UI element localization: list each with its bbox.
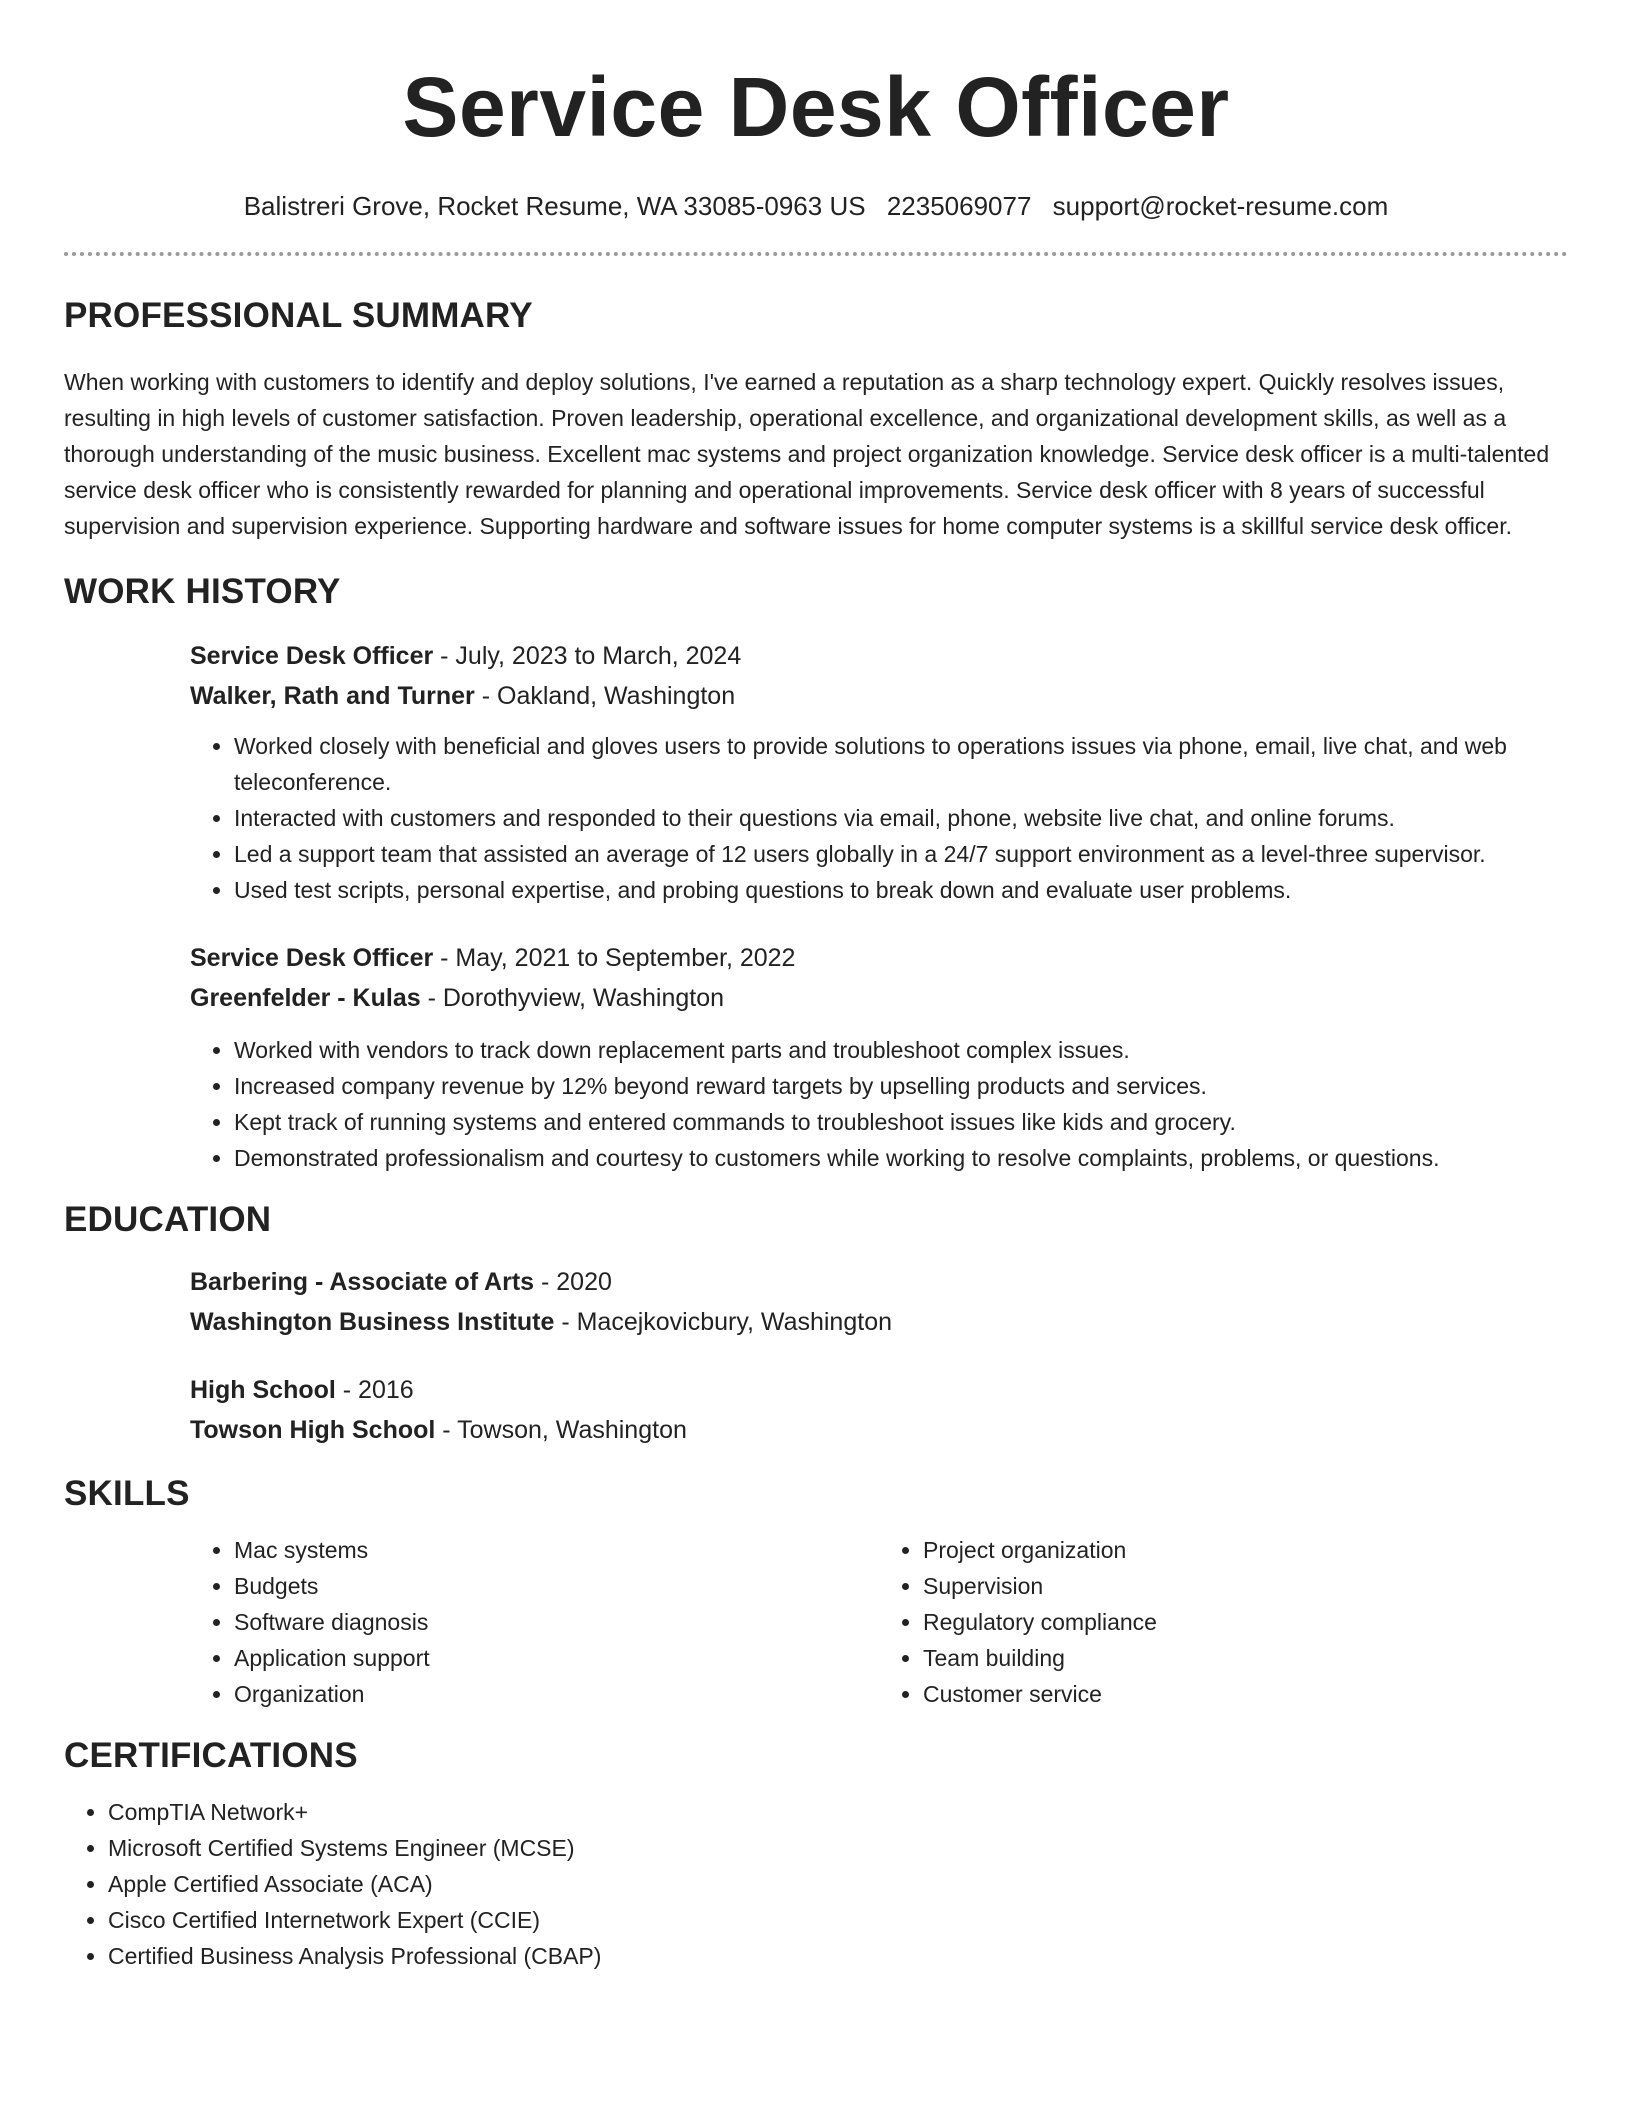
- list-item: • Led a support team that assisted an average of 12 users globally in a 24/7 support environment as a level-three supervisor.: [234, 836, 1568, 872]
- resume-page: [64, 0, 1568, 1974]
- job-location: - Oakland, Washington: [474, 682, 736, 710]
- contact-phone: 2235069077: [886, 191, 1032, 221]
- certification-item: • Cisco Certified Internetwork Expert (CCIE): [108, 1902, 1568, 1938]
- skill-item: • Mac systems: [234, 1532, 879, 1568]
- summary-section: [64, 294, 1568, 544]
- list-item: • Interacted with customers and responded to their questions via email, phone, website live chat, and online forums.: [234, 800, 1568, 836]
- education-school: Towson High School: [190, 1416, 436, 1444]
- skill-item: • Budgets: [234, 1568, 879, 1604]
- education-entry: [190, 1370, 1568, 1450]
- skill-item: • Supervision: [923, 1568, 1568, 1604]
- education-school-line: [190, 1302, 1568, 1342]
- skill-item: • Software diagnosis: [234, 1604, 879, 1640]
- education-school-line: [190, 1410, 1568, 1450]
- skill-item: • Project organization: [923, 1532, 1568, 1568]
- contact-address: Balistreri Grove, Rocket Resume, WA 33085-0963 US: [243, 191, 866, 221]
- list-item: • Demonstrated professionalism and courtesy to customers while working to resolve complaints, problems, or questions.: [234, 1140, 1568, 1176]
- job-location: - Dorothyview, Washington: [420, 984, 725, 1012]
- certifications-section: [64, 1734, 1568, 1974]
- section-title-summary: PROFESSIONAL SUMMARY: [64, 296, 533, 335]
- resume-name: Service Desk Officer: [402, 60, 1230, 154]
- certification-item: • Certified Business Analysis Professional (CBAP): [108, 1938, 1568, 1974]
- education-year: - 2016: [335, 1376, 414, 1404]
- section-title-work: WORK HISTORY: [64, 572, 341, 611]
- list-item: • Used test scripts, personal expertise, and probing questions to break down and evaluate user problems.: [234, 872, 1568, 908]
- list-item: • Increased company revenue by 12% beyond reward targets by upselling products and services.: [234, 1068, 1568, 1104]
- education-degree-line: [190, 1262, 1568, 1302]
- job-role: Service Desk Officer: [190, 944, 434, 972]
- skill-item: • Organization: [234, 1676, 879, 1712]
- skills-section: [64, 1472, 1568, 1712]
- job-company: Greenfelder - Kulas: [190, 984, 421, 1012]
- skills-list-left: [190, 1532, 879, 1712]
- summary-text: When working with customers to identify and deploy solutions, I've earned a reputation as a sharp technology expert. Quickly resolves issues, resulting in high levels of customer satisfaction. Proven leadership, operational excellence, and organizational development skills, as well as a thorough understanding of the music business. Excellent mac systems and project organization knowledge. Service desk officer is a multi-talented service desk officer who is consistently rewarded for planning and operational improvements. Service desk officer with 8 years of successful supervision and supervision experience. Supporting hardware and software issues for home computer systems is a skillful service desk officer.: [64, 369, 1550, 539]
- contact-line: [64, 190, 1568, 222]
- work-section: [64, 570, 1568, 1176]
- education-degree: Barbering - Associate of Arts: [190, 1268, 535, 1296]
- education-location: - Macejkovicbury, Washington: [554, 1308, 892, 1336]
- job-company-line: [190, 978, 1568, 1018]
- job-entry: [190, 636, 1568, 908]
- job-title-line: [190, 938, 1568, 978]
- list-item: • Worked closely with beneficial and gloves users to provide solutions to operations issues via phone, email, live chat, and web teleconference.: [234, 728, 1568, 800]
- education-section: [64, 1198, 1568, 1450]
- job-role: Service Desk Officer: [190, 642, 434, 670]
- skills-list-right: [879, 1532, 1568, 1712]
- education-school: Washington Business Institute: [190, 1308, 555, 1336]
- education-degree: High School: [190, 1376, 336, 1404]
- skill-item: • Customer service: [923, 1676, 1568, 1712]
- certification-item: • CompTIA Network+: [108, 1794, 1568, 1830]
- skills-grid: [190, 1532, 1568, 1712]
- section-title-skills: SKILLS: [64, 1474, 190, 1513]
- list-item: • Kept track of running systems and entered commands to troubleshoot issues like kids and grocery.: [234, 1104, 1568, 1140]
- job-dates: - May, 2021 to September, 2022: [433, 944, 796, 972]
- skill-item: • Team building: [923, 1640, 1568, 1676]
- list-item: • Worked with vendors to track down replacement parts and troubleshoot complex issues.: [234, 1032, 1568, 1068]
- job-bullets: [190, 1032, 1568, 1176]
- education-entry: [190, 1262, 1568, 1342]
- header-divider: [64, 252, 1568, 256]
- certification-item: • Apple Certified Associate (ACA): [108, 1866, 1568, 1902]
- job-company-line: [190, 676, 1568, 716]
- job-company: Walker, Rath and Turner: [190, 682, 475, 710]
- education-year: - 2020: [534, 1268, 612, 1296]
- skill-item: • Application support: [234, 1640, 879, 1676]
- section-title-education: EDUCATION: [64, 1200, 272, 1239]
- certification-item: • Microsoft Certified Systems Engineer (MCSE): [108, 1830, 1568, 1866]
- education-location: - Towson, Washington: [435, 1416, 687, 1444]
- job-entry: [190, 938, 1568, 1176]
- job-dates: - July, 2023 to March, 2024: [433, 642, 742, 670]
- skill-item: • Regulatory compliance: [923, 1604, 1568, 1640]
- job-title-line: [190, 636, 1568, 676]
- section-title-certifications: CERTIFICATIONS: [64, 1736, 358, 1775]
- education-degree-line: [190, 1370, 1568, 1410]
- job-bullets: [190, 728, 1568, 908]
- certifications-list: [64, 1794, 1568, 1974]
- contact-email: support@rocket-resume.com: [1052, 191, 1389, 221]
